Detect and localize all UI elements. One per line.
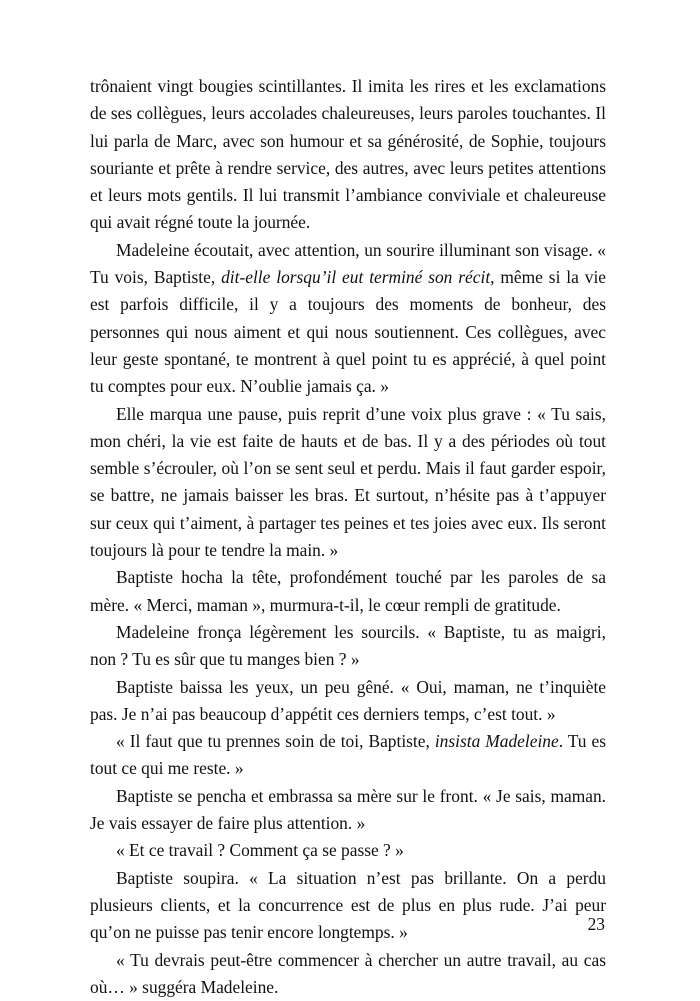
text-segment: Baptiste baissa les yeux, un peu gêné. « Oui, maman, ne t’inquiète pas. Je n’ai pas beaucoup d’appétit ces derniers temps, c’est tout. » [90,677,606,724]
text-segment: trônaient vingt bougies scintillantes. Il imita les rires et les exclamations de ses collègues, leurs accolades chaleureuses, leurs paroles touchantes. Il lui parla de Marc, avec son humour et sa générosité, de Sophie, toujours souriante et prête à rendre service, des autres, avec leurs petites attentions et leurs mots gentils. Il lui transmit l’ambiance conviviale et chaleureuse qui avait régné toute la journée. [90,76,606,232]
text-segment: Baptiste soupira. « La situation n’est pas brillante. On a perdu plusieurs clients, et la concurrence est de plus en plus rude. J’ai peur qu’on ne puisse pas tenir encore longtemps. » [90,868,606,943]
paragraph [90,947,606,1001]
text-segment: . Tu es tout ce qui me reste. » [90,731,606,778]
text-segment: « Tu devrais peut-être commencer à chercher un autre travail, au cas où… » suggéra Madeleine. [90,950,606,997]
paragraph [90,401,606,565]
paragraph [90,73,606,237]
text-segment: Madeleine fronça légèrement les sourcils. « Baptiste, tu as maigri, non ? Tu es sûr que tu manges bien ? » [90,622,606,669]
paragraph [90,728,606,783]
paragraph [90,783,606,838]
italic-text: dit-elle lorsqu’il eut terminé son récit [221,267,490,287]
text-segment: Baptiste se pencha et embrassa sa mère sur le front. « Je sais, maman. Je vais essayer de faire plus attention. » [90,786,606,833]
page-number: 23 [588,913,605,935]
text-segment: Baptiste hocha la tête, profondément touché par les paroles de sa mère. « Merci, maman », murmura-t-il, le cœur rempli de gratitude. [90,567,606,614]
paragraph [90,237,606,401]
italic-text: insista Madeleine [435,731,559,751]
text-segment: « Et ce travail ? Comment ça se passe ? » [116,840,404,860]
text-segment: Madeleine écoutait, avec attention, un sourire illuminant son visage. « Tu vois, Baptiste, [90,240,606,287]
body-text [90,73,606,1001]
paragraph [90,564,606,619]
text-segment: , même si la vie est parfois difficile, il y a toujours des moments de bonheur, des personnes qui nous aiment et qui nous soutiennent. Ces collègues, avec leur geste spontané, te montrent à quel point tu es apprécié, à quel point tu comptes pour eux. N’oublie jamais ça. » [90,267,606,396]
paragraph [90,837,606,864]
text-segment: « Il faut que tu prennes soin de toi, Baptiste, [116,731,435,751]
text-segment: Elle marqua une pause, puis reprit d’une voix plus grave : « Tu sais, mon chéri, la vie est faite de hauts et de bas. Il y a des périodes où tout semble s’écrouler, où l’on se sent seul et perdu. Mais il faut garder espoir, se battre, ne jamais baisser les bras. Et surtout, n’hésite pas à t’appuyer sur ceux qui t’aiment, à partager tes peines et tes joies avec eux. Ils seront toujours là pour te tendre la main. » [90,404,606,560]
paragraph [90,674,606,729]
paragraph [90,619,606,674]
paragraph [90,865,606,947]
